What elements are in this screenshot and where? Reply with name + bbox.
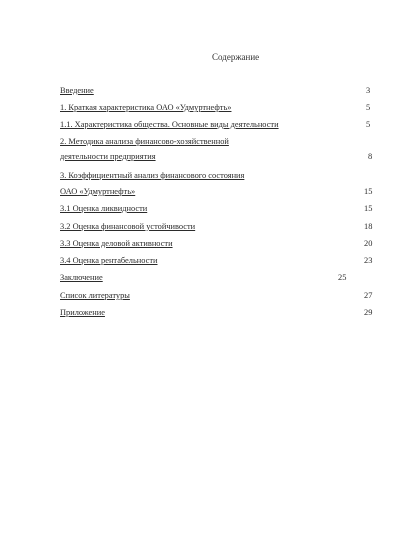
toc-entry-page: 18: [364, 222, 373, 231]
toc-entry-text: 3.3 Оценка деловой активности: [60, 239, 173, 248]
toc-entry-page: 29: [364, 308, 373, 317]
toc-entry-page: 5: [366, 103, 371, 112]
toc-entry-page: 15: [364, 204, 373, 213]
toc-entry-page: 15: [364, 187, 373, 196]
toc-entry-page: 8: [368, 152, 373, 161]
toc-entry-page: 5: [366, 120, 371, 129]
toc-title: Содержание: [212, 52, 260, 62]
toc-entry-text: 3.1 Оценка ликвидности: [60, 204, 148, 213]
toc-entry-page: 3: [366, 86, 371, 95]
toc-entry-text: Приложение: [60, 308, 105, 317]
toc-entry-page: 23: [364, 256, 373, 265]
toc-entry-text: 3.4 Оценка рентабельности: [60, 256, 158, 265]
toc-entry-text: 1. Краткая характеристика ОАО «Удмуртнефть»: [60, 103, 232, 112]
toc-entry-page: 27: [364, 291, 373, 300]
toc-entry-text: Заключение: [60, 273, 103, 282]
toc-entry-text: Список литературы: [60, 291, 130, 300]
toc-entry-page: 25: [338, 273, 347, 282]
toc-entry-text: 2. Методика анализа финансово-хозяйственной: [60, 137, 229, 146]
toc-entry-text: ОАО «Удмуртнефть»: [60, 187, 136, 196]
toc-entry-text: Введение: [60, 86, 94, 95]
toc-entry-text: деятельности предприятия: [60, 152, 156, 161]
toc-entry-text: 3.2 Оценка финансовой устойчивости: [60, 222, 196, 231]
toc-entry-page: 20: [364, 239, 373, 248]
toc-entry-text: 3. Коэффициентный анализ финансового состояния: [60, 171, 245, 180]
toc-entry-text: 1.1. Характеристика общества. Основные виды деятельности: [60, 120, 279, 129]
